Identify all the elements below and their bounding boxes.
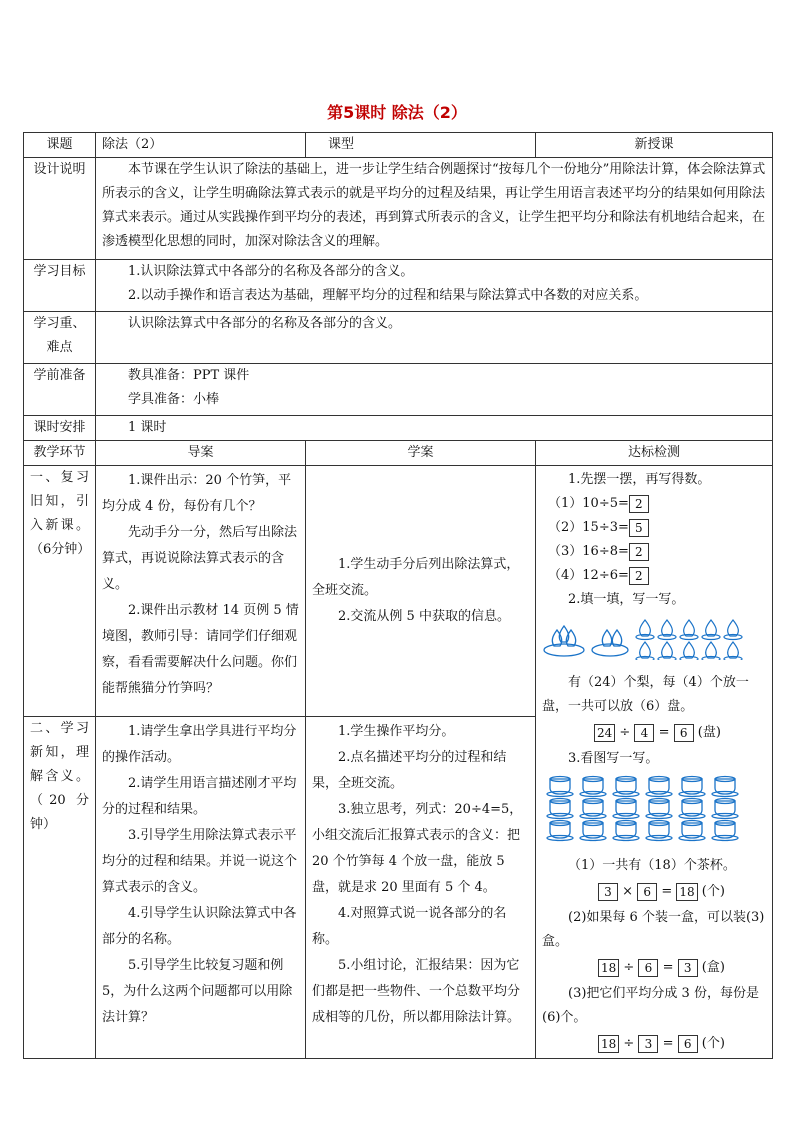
check-q3-equation1: [542, 880, 766, 904]
label-design: 设计说明: [24, 158, 96, 260]
label-keypoints: [24, 312, 96, 364]
check-q1-item: [542, 516, 766, 540]
schedule-text: 1 课时: [128, 420, 167, 435]
pear-icon: [728, 620, 739, 636]
eq-box: 3: [678, 959, 698, 977]
check-q3-p3: (3)把它们平均分成 3 份，每份是(6)个。: [542, 986, 759, 1025]
check-q1: 1.先摆一摆，再写得数。: [568, 472, 711, 487]
section2-learn: 3.独立思考，列式：20÷4=5，小组交流后汇报算式表示的含义：把 20 个竹笋每 4 个放一盘，能放 5 盘，就是求 20 里面有 5 个 4。: [312, 801, 523, 895]
check-q1-item: [542, 564, 766, 588]
plate-icon: [702, 635, 720, 640]
pear-icon: [542, 614, 752, 660]
label-keypoints-line2: 难点: [46, 340, 73, 355]
eq-unit: (盘): [697, 725, 721, 740]
check-q1-expr: （2）15÷3=: [548, 520, 629, 535]
check-q1-answer-box: 2: [629, 543, 649, 561]
col-stage: 教学环节: [24, 441, 96, 466]
eq-op: =: [661, 884, 673, 899]
col-learn: 学案: [306, 441, 536, 466]
type-value: 新授课: [536, 133, 773, 158]
check-q1-list: [542, 492, 766, 588]
check-q1-expr: （1）10÷5=: [548, 496, 629, 511]
label-prep: 学前准备: [24, 364, 96, 416]
eq-box: 6: [637, 883, 657, 901]
check-q1-item: [542, 492, 766, 516]
check-q1-answer-box: 2: [629, 567, 649, 585]
eq-box: 18: [598, 959, 619, 977]
label-goals: 学习目标: [24, 260, 96, 312]
eq-unit: (个): [701, 1036, 725, 1051]
check-q1-expr: （4）12÷6=: [548, 568, 629, 583]
section1-label: 一、复习旧知，引入新课。（6分钟）: [24, 466, 96, 717]
eq-box: 18: [598, 1035, 619, 1053]
teacup-icon: [542, 773, 752, 843]
pear-icon: [662, 642, 673, 658]
section2-guide: 3.引导学生用除法算式表示平均分的过程和结果。并说一说这个算式表示的含义。: [102, 827, 298, 895]
check-q3-equation2: [542, 956, 766, 980]
pear-icon: [706, 642, 717, 658]
eq-box: 6: [678, 1035, 698, 1053]
pear-icon: [640, 620, 651, 636]
eq-box: 18: [676, 883, 697, 901]
section2-guide: 4.引导学生认识除法算式中各部分的名称。: [102, 905, 297, 947]
pear-icon: [662, 620, 673, 636]
section1-learn: 1.学生动手分后列出除法算式，全班交流。: [312, 556, 520, 598]
col-check: 达标检测: [536, 441, 773, 466]
eq-box: 6: [638, 959, 658, 977]
pear-icon: [684, 620, 695, 636]
label-type: 课型: [327, 137, 354, 152]
goal-item: 1.认识除法算式中各部分的名称及各部分的含义。: [128, 264, 414, 279]
pear-icon: [728, 642, 739, 658]
eq-op: =: [658, 725, 670, 740]
eq-unit: (个): [701, 884, 725, 899]
eq-op: ÷: [623, 960, 635, 975]
plate-icon: [658, 635, 676, 640]
pears-picture: [542, 614, 766, 669]
check-q2-text: 有（24）个梨，每（4）个放一盘，一共可以放（6）盘。: [542, 675, 749, 714]
check-q2: 2.填一填，写一写。: [568, 592, 685, 607]
eq-op: ×: [622, 884, 634, 899]
eq-box: 6: [674, 724, 694, 742]
eq-op: =: [662, 960, 674, 975]
label-keypoints-line1: 学习重、: [33, 316, 86, 331]
eq-op: =: [662, 1036, 674, 1051]
section2-label: 二、学习新知，理解含义。（20 分钟）: [24, 716, 96, 1058]
check-q3-p2: (2)如果每 6 个装一盒，可以装(3)盒。: [542, 910, 765, 949]
lesson-plan-table: [23, 132, 773, 1059]
check-q1-expr: （3）16÷8=: [548, 544, 629, 559]
check-q3: 3.看图写一写。: [568, 751, 659, 766]
section1-guide: 1.课件出示：20 个竹笋，平均分成 4 份，每份有几个？: [102, 473, 292, 514]
keypoints-text: 认识除法算式中各部分的名称及各部分的含义。: [128, 316, 402, 331]
plate-icon: [680, 635, 698, 640]
page-title: 第5课时 除法（2）: [327, 103, 467, 122]
section2-guide: 2.请学生用语言描述刚才平均分的过程和结果。: [102, 775, 297, 817]
eq-box: 3: [598, 883, 618, 901]
label-topic: 课题: [24, 133, 96, 158]
col-guide: 导案: [96, 441, 306, 466]
plate-icon: [636, 635, 654, 640]
pear-icon: [706, 620, 717, 636]
eq-box: 24: [594, 724, 615, 742]
check-q3-equation3: [542, 1032, 766, 1056]
teacups-picture: [542, 773, 766, 852]
pear-icon: [684, 642, 695, 658]
plate-icon: [724, 635, 742, 640]
check-q1-answer-box: 5: [629, 519, 649, 537]
prep-student: 学具准备：小棒: [128, 392, 220, 407]
section2-learn: 2.点名描述平均分的过程和结果，全班交流。: [312, 749, 507, 791]
check-q2-equation: [542, 721, 766, 745]
eq-box: 3: [638, 1035, 658, 1053]
section2-guide: 1.请学生拿出学具进行平均分的操作活动。: [102, 723, 297, 765]
section2-learn: 4.对照算式说一说各部分的名称。: [312, 905, 507, 947]
section2-guide: 5.引导学生比较复习题和例 5，为什么这两个问题都可以用除法计算？: [102, 957, 293, 1025]
goal-item: 2.以动手操作和语言表达为基础，理解平均分的过程和结果与除法算式中各数的对应关系。: [128, 288, 648, 303]
label-schedule: 课时安排: [24, 416, 96, 441]
design-text: 本节课在学生认识了除法的基础上，进一步让学生结合例题探讨“按每几个一份地分”用除法计算，体会除法算式所表示的含义，让学生明确除法算式表示的就是平均分的过程及结果，再让学生用语言表述平均分的结果如何用除法算式来表示。通过从实践操作到平均分的表述，再到算式所表示的含义，让学生把平均分和除法有机地结合起来，在渗透模型化思想的同时，加深对除法含义的理解。: [102, 162, 766, 249]
section1-learn: 2.交流从例 5 中获取的信息。: [338, 608, 510, 624]
pear-icon: [640, 642, 651, 658]
section1-guide: 先动手分一分，然后写出除法算式，再说说除法算式表示的含义。: [102, 525, 298, 592]
section1-guide: 2.课件出示教材 14 页例 5 情境图，教师引导：请同学们仔细观察，看看需要解决什么问题。你们能帮熊猫分竹笋吗？: [102, 603, 299, 696]
eq-op: ÷: [619, 725, 631, 740]
check-q1-item: [542, 540, 766, 564]
eq-unit: (盒): [701, 960, 725, 975]
topic-value: 除法（2）: [96, 133, 306, 158]
eq-op: ÷: [623, 1036, 635, 1051]
check-q1-answer-box: 2: [629, 495, 649, 513]
check-q3-p1: （1）一共有（18）个茶杯。: [568, 858, 736, 873]
prep-teacher: 教具准备：PPT 课件: [128, 368, 250, 383]
eq-box: 4: [634, 724, 654, 742]
section2-learn: 5.小组讨论，汇报结果：因为它们都是把一些物件、一个总数平均分成相等的几份，所以都用除法计算。: [312, 957, 521, 1025]
section2-learn: 1.学生操作平均分。: [338, 723, 455, 739]
